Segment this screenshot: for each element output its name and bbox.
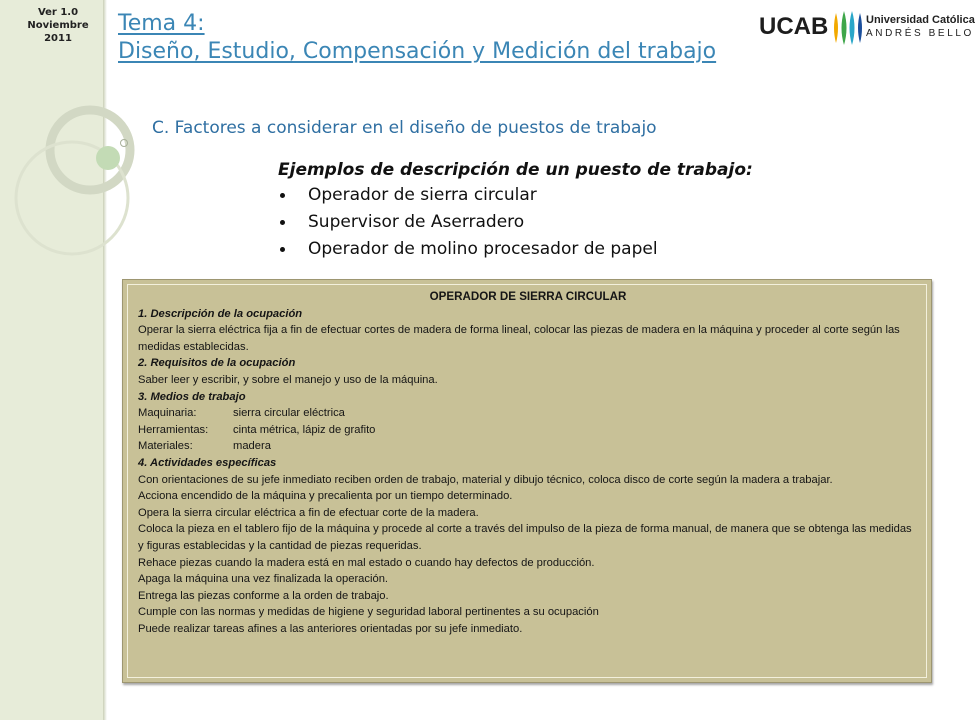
section-text: Operar la sierra eléctrica fija a fin de efectuar cortes de madera de forma lineal, colocar las piezas de madera en la máquina y proceder al corte según las medidas establecidas. (138, 324, 900, 353)
title-line-1: Tema 4: (118, 11, 205, 36)
activity-line: Apaga la máquina una vez finalizada la operación. (138, 573, 389, 586)
job-description-title: OPERADOR DE SIERRA CIRCULAR (429, 290, 627, 303)
activity-line: Puede realizar tareas afines a las anteriores orientadas por su jefe inmediato. (138, 622, 523, 635)
section-text: Saber leer y escribir, y sobre el manejo y uso de la máquina. (138, 373, 438, 386)
list-item: Operador de molino procesador de papel (278, 236, 753, 263)
activity-line: Coloca la pieza en el tablero fijo de la máquina y procede al corte a través del impulso de la pieza de forma manual, de manera que se obtenga las medidas y figuras establecidas y la cantidad de piezas requeridas. (138, 523, 912, 552)
means-label: Materiales: (138, 440, 193, 453)
means-label: Herramientas: (138, 423, 209, 436)
means-row (138, 438, 918, 455)
means-label: Maquinaria: (138, 407, 197, 420)
logo-andres-bello: ANDRÉS BELLO (866, 28, 974, 39)
page-title (118, 10, 716, 66)
means-row (138, 422, 918, 439)
section-heading: 3. Medios de trabajo (138, 390, 246, 403)
activity-line: Rehace piezas cuando la madera está en mal estado o cuando hay defectos de producción. (138, 556, 595, 569)
title-line-2: Diseño, Estudio, Compensación y Medición del trabajo (118, 39, 717, 64)
green-dot (96, 146, 120, 170)
activity-line: Opera la sierra circular eléctrica a fin de efectuar corte de la madera. (138, 506, 479, 519)
activity-line: Acciona encendido de la máquina y precalienta por un tiempo determinado. (138, 490, 513, 503)
section-subtitle: C. Factores a considerar en el diseño de puestos de trabajo (152, 118, 657, 138)
ucab-logo (759, 9, 975, 47)
means-value: sierra circular eléctrica (233, 407, 345, 420)
activity-line: Con orientaciones de su jefe inmediato reciben orden de trabajo, material y dibujo técnico, coloca disco de corte según la madera a trabajar. (138, 473, 833, 486)
logo-mark-icon (831, 9, 865, 47)
activity-line: Cumple con las normas y medidas de higiene y seguridad laboral pertinentes a su ocupación (138, 606, 599, 619)
means-value: madera (233, 440, 271, 453)
means-value: cinta métrica, lápiz de grafito (233, 423, 376, 436)
examples-block (278, 160, 753, 263)
version-label: Ver 1.0 Noviembre 2011 (27, 7, 89, 44)
section-heading: 1. Descripción de la ocupación (138, 307, 303, 320)
list-item: Operador de sierra circular (278, 182, 753, 209)
activity-line: Entrega las piezas conforme a la orden de trabajo. (138, 589, 389, 602)
logo-university-name: Universidad Católica (866, 14, 975, 26)
job-description-content (127, 284, 927, 678)
job-description-box (122, 279, 932, 683)
section-heading: 4. Actividades específicas (138, 456, 277, 469)
section-heading: 2. Requisitos de la ocupación (138, 357, 296, 370)
means-row (138, 405, 918, 422)
examples-list (278, 182, 753, 263)
list-item: Supervisor de Aserradero (278, 209, 753, 236)
examples-heading: Ejemplos de descripción de un puesto de trabajo: (278, 160, 753, 180)
logo-acronym: UCAB (759, 13, 829, 40)
